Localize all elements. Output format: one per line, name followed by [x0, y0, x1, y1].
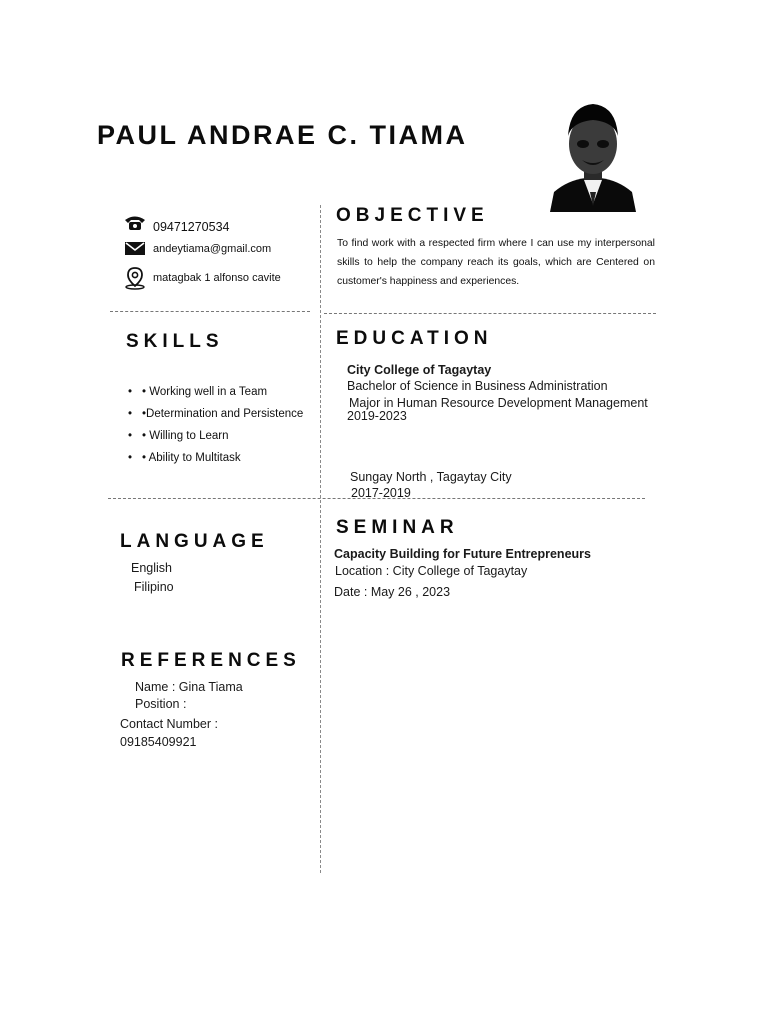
email-address: andeytiama@gmail.com — [153, 243, 272, 255]
envelope-icon — [123, 239, 147, 259]
contact-phone — [123, 212, 229, 234]
skill-item: • •Determination and Persistence — [128, 408, 304, 420]
language-heading: LANGUAGE — [120, 531, 269, 552]
seminar-heading: SEMINAR — [336, 517, 459, 538]
seminar-date: Date : May 26 , 2023 — [334, 585, 451, 599]
section-divider-right-top — [324, 313, 656, 314]
seminar-title: Capacity Building for Future Entrepreneurs — [334, 547, 591, 561]
skill-item: • • Willing to Learn — [128, 430, 229, 442]
reference-name: Name : Gina Tiama — [135, 680, 243, 694]
second-school-years: 2017-2019 — [351, 486, 411, 500]
reference-position: Position : — [135, 697, 187, 711]
language-item: English — [131, 561, 172, 575]
column-divider — [320, 205, 321, 873]
location-pin-icon — [123, 266, 147, 286]
resume-name: PAUL ANDRAE C. TIAMA — [97, 120, 468, 150]
second-school-location: Sungay North , Tagaytay City — [350, 470, 512, 484]
references-heading: REFERENCES — [121, 650, 301, 671]
contact-address — [123, 266, 281, 286]
skill-item: • • Ability to Multitask — [128, 452, 241, 464]
education-heading: EDUCATION — [336, 328, 493, 349]
language-item: Filipino — [134, 580, 174, 594]
phone-number: 09471270534 — [153, 220, 230, 234]
profile-photo — [548, 100, 638, 212]
major: Major in Human Resource Development Management — [349, 396, 648, 410]
home-address: matagbak 1 alfonso cavite — [153, 272, 281, 284]
degree: Bachelor of Science in Business Administration — [347, 379, 608, 393]
reference-contact-number: 09185409921 — [120, 735, 197, 749]
objective-heading: OBJECTIVE — [336, 205, 489, 226]
telephone-icon — [123, 213, 147, 233]
school-name: City College of Tagaytay — [347, 363, 492, 377]
skills-list — [128, 382, 303, 470]
reference-contact-label: Contact Number : — [120, 717, 218, 731]
objective-text: To find work with a respected firm where I can use my interpersonal skills to help the company reach its goals, which are Centered on customer's happiness and experiences. — [337, 238, 655, 287]
skill-item: • • Working well in a Team — [128, 386, 268, 398]
seminar-location: Location : City College of Tagaytay — [335, 564, 528, 578]
skills-heading: SKILLS — [126, 331, 224, 352]
education-years: 2019-2023 — [347, 409, 407, 423]
section-divider-left-top — [110, 311, 310, 312]
contact-email — [123, 239, 271, 259]
